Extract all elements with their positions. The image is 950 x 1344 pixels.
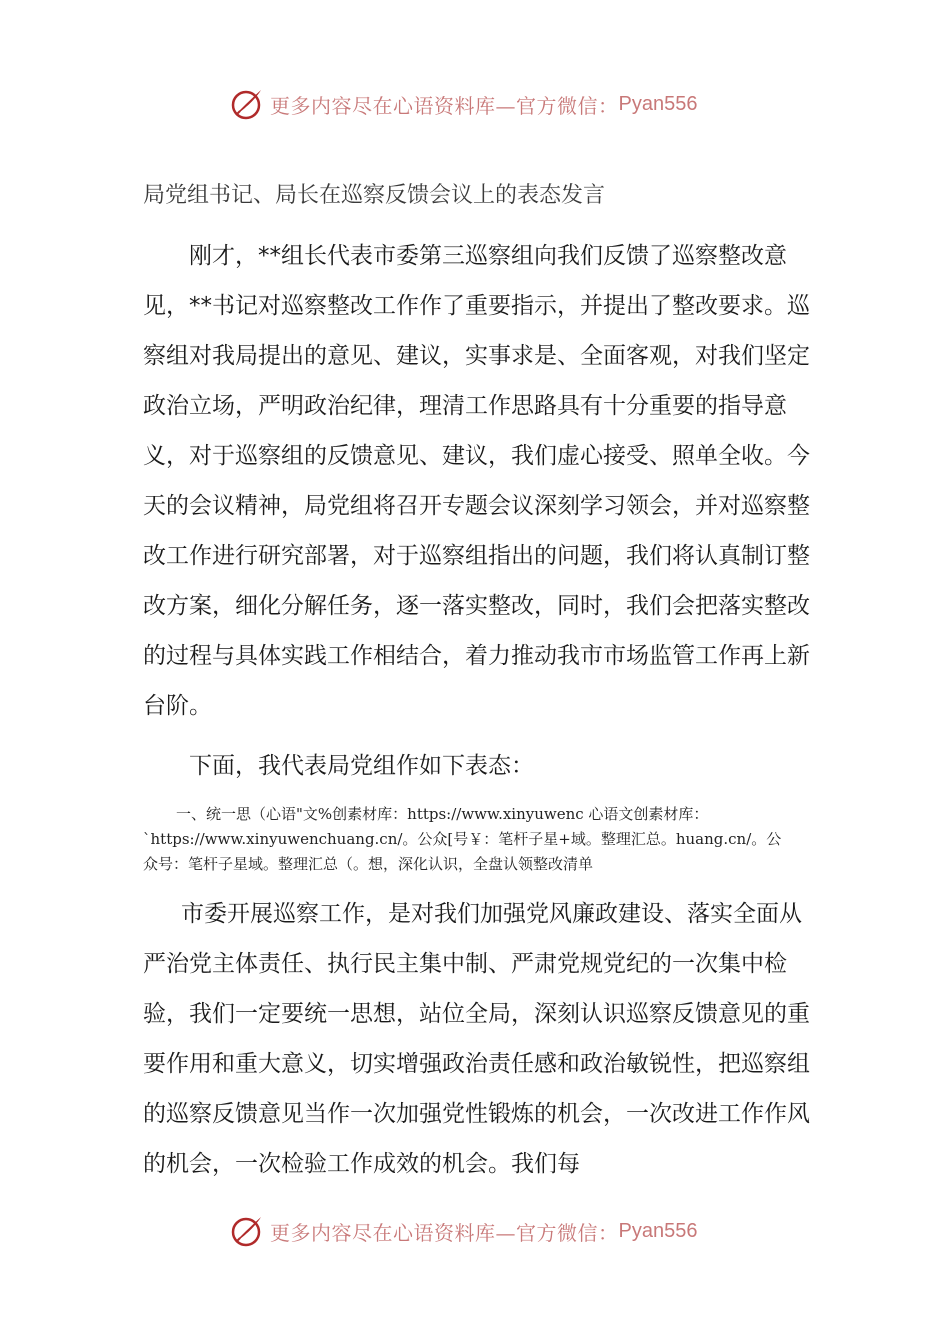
- banner-text: 更多内容尽在心语资料库—官方微信：: [270, 93, 619, 118]
- document-title: 局党组书记、局长在巡察反馈会议上的表态发言: [143, 183, 606, 208]
- quill-logo-icon: [228, 1213, 264, 1249]
- banner-wechat-id: Pyan556: [618, 1219, 698, 1242]
- paragraph-body: 市委开展巡察工作，是对我们加强党风廉政建设、落实全面从严治党主体责任、执行民主集中制、严肃党规党纪的一次集中检验，我们一定要统一思想，站位全局，深刻认识巡察反馈意见的重要作用和重大意义，切实增强政治责任感和政治敏锐性，把巡察组的巡察反馈意见当作一次加强党性锻炼的机会，一次改进工作作风的机会，一次检验工作成效的机会。我们每: [143, 901, 810, 1177]
- quill-logo-icon: [228, 86, 264, 122]
- section-heading-note: 一、统一思（心语"文%创素材库：https://www.xinyuwenc 心语文创素材库：`https://www.xinyuwenchuang.cn/。公众[号￥：笔杆子星+域。整理汇总。huang.cn/。公众号：笔杆子星域。整理汇总（。想，深化认识，全盘认领整改清单: [143, 805, 782, 873]
- header-watermark: [228, 84, 697, 124]
- paragraph-statement: 下面，我代表局党组作如下表态：: [189, 753, 534, 779]
- banner-wechat-id: Pyan556: [618, 92, 698, 115]
- footer-watermark: [228, 1211, 697, 1251]
- banner-text: 更多内容尽在心语资料库—官方微信：: [270, 1220, 619, 1245]
- paragraph-intro: 刚才，**组长代表市委第三巡察组向我们反馈了巡察整改意见，**书记对巡察整改工作作了重要指示，并提出了整改要求。巡察组对我局提出的意见、建议，实事求是、全面客观，对我们坚定政治立场，严明政治纪律，理清工作思路具有十分重要的指导意义，对于巡察组的反馈意见、建议，我们虚心接受、照单全收。今天的会议精神，局党组将召开专题会议深刻学习领会，并对巡察整改工作进行研究部署，对于巡察组指出的问题，我们将认真制订整改方案，细化分解任务，逐一落实整改，同时，我们会把落实整改的过程与具体实践工作相结合，着力推动我市市场监管工作再上新台阶。: [143, 243, 810, 719]
